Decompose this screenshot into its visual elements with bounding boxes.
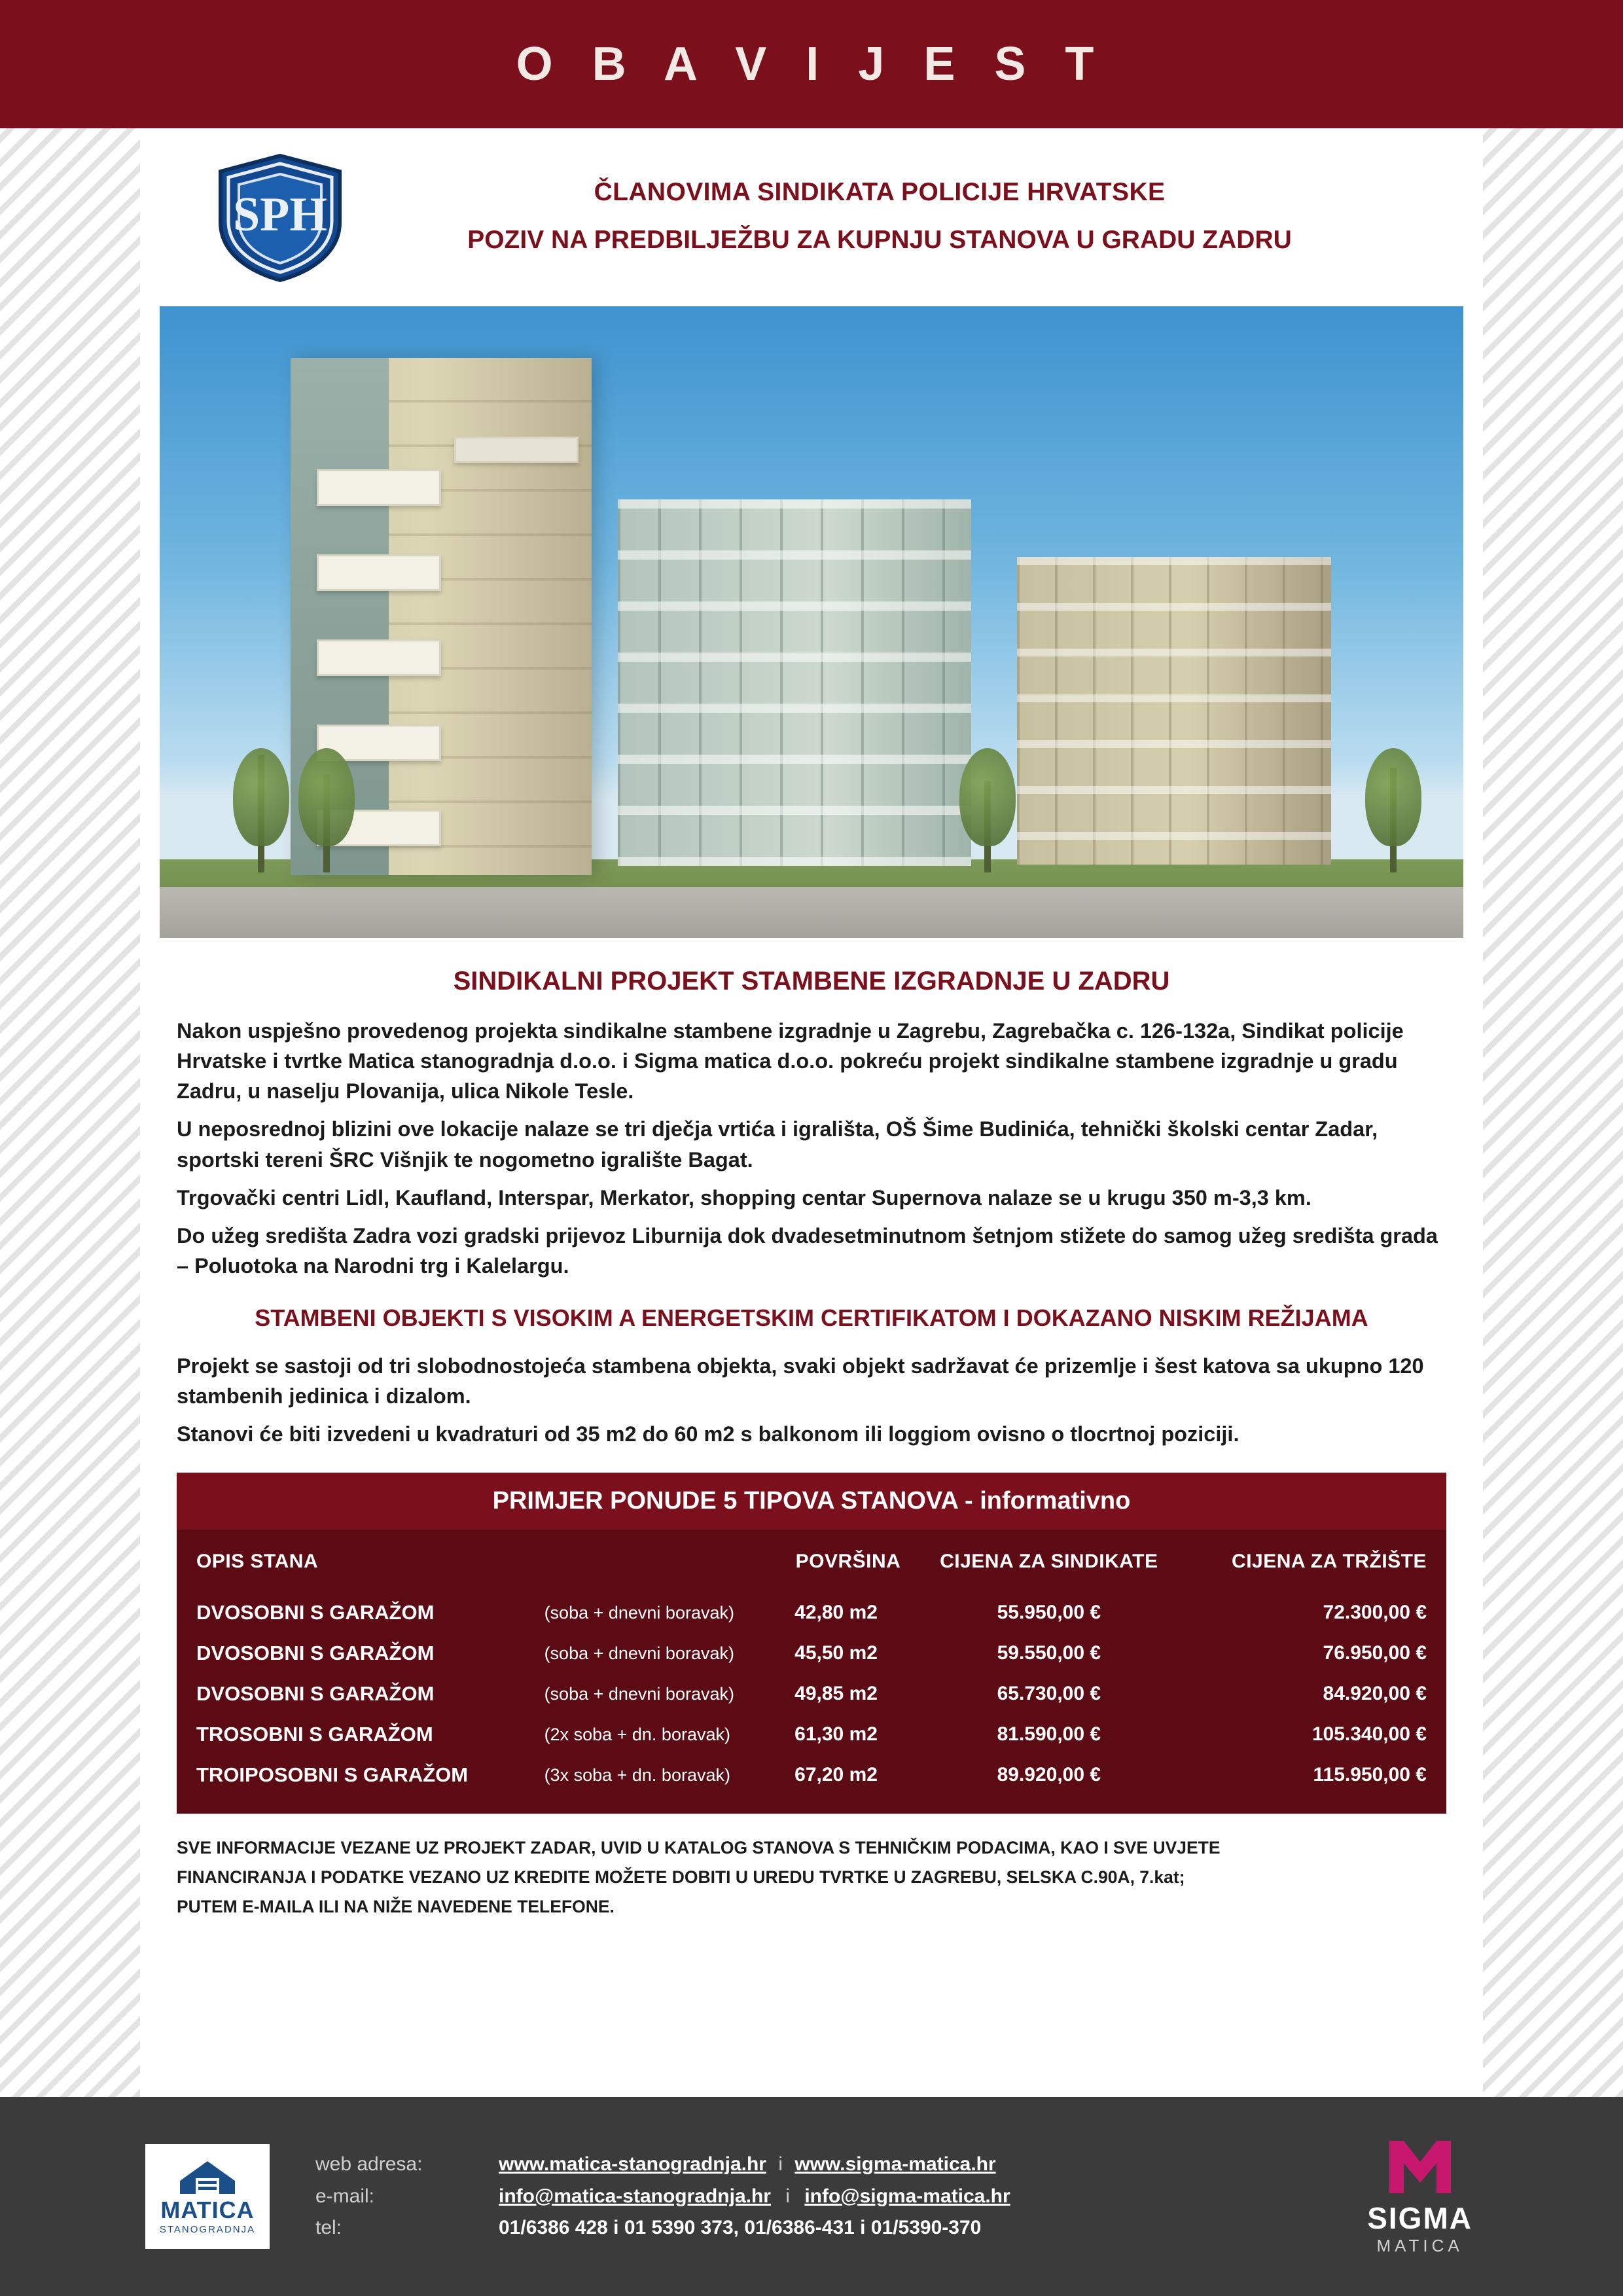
matica-logo-name: MATICA	[160, 2196, 255, 2223]
cell-area: 49,85 m2	[794, 1683, 878, 1705]
police-union-crest-icon	[199, 152, 361, 283]
cell-rooms: (soba + dnevni boravak)	[544, 1602, 734, 1623]
tree	[323, 774, 330, 872]
building-center	[618, 499, 971, 866]
cell-area: 61,30 m2	[794, 1723, 878, 1746]
footer-email-separator: i	[785, 2185, 790, 2207]
project-paragraph: Nakon uspješno provedenog projekta sindikalne stambene izgradnje u Zagrebu, Zagrebačka c. 126-132a, Sindikat policije Hrvatske i tvrtke Matica stanogradnja d.o.o. i Sigma matica d.o.o. pokreću projekt sindikalne stambene izgradnje u gradu Zadru, u naselju Plovanija, ulica Nikole Tesle.	[177, 1019, 1404, 1103]
cell-union-price: 55.950,00 €	[997, 1602, 1101, 1624]
page-header	[0, 0, 1623, 128]
cell-area: 67,20 m2	[794, 1764, 878, 1786]
offer-table-grid	[196, 1544, 1427, 1795]
footer-email-label: e-mail:	[315, 2185, 375, 2207]
svg-text:SPH: SPH	[233, 188, 327, 242]
cell-rooms: (2x soba + dn. boravak)	[544, 1724, 730, 1744]
cell-market-price: 76.950,00 €	[1323, 1642, 1427, 1664]
column-header-union-price: CIJENA ZA SINDIKATE	[940, 1551, 1158, 1573]
table-row	[196, 1755, 1427, 1795]
cell-market-price: 115.950,00 €	[1313, 1764, 1427, 1786]
column-header-area: POVRŠINA	[795, 1551, 901, 1573]
matica-mark-icon	[176, 2159, 239, 2197]
tree	[258, 755, 264, 872]
table-header-row	[196, 1544, 1427, 1592]
identity-line-1: ČLANOVIMA SINDIKATA POLICIJE HRVATSKE	[594, 178, 1166, 207]
cell-description: DVOSOBNI S GARAŽOM	[196, 1641, 435, 1665]
cell-rooms: (soba + dnevni boravak)	[544, 1683, 734, 1704]
document-sheet	[140, 128, 1483, 2097]
footer-web-link-2[interactable]: www.sigma-matica.hr	[794, 2153, 996, 2176]
footer-web-row	[315, 2149, 1010, 2181]
cell-description: DVOSOBNI S GARAŽOM	[196, 1601, 435, 1624]
cell-union-price: 81.590,00 €	[997, 1723, 1101, 1746]
cell-description: TROIPOSOBNI S GARAŽOM	[196, 1763, 469, 1787]
cell-description: TROSOBNI S GARAŽOM	[196, 1723, 433, 1746]
table-row	[196, 1714, 1427, 1755]
project-paragraph: Do užeg središta Zadra vozi gradski prijevoz Liburnija dok dvadesetminutnom šetnjom stižete do samog užeg središta grada – Poluotoka na Narodni trg i Kalelargu.	[177, 1223, 1438, 1278]
decorative-stripe-left	[0, 128, 140, 2097]
table-row	[196, 1592, 1427, 1633]
project-title: SINDIKALNI PROJEKT STAMBENE IZGRADNJE U ZADRU	[453, 967, 1170, 996]
project-body	[140, 1016, 1483, 1449]
cell-market-price: 105.340,00 €	[1311, 1723, 1427, 1746]
matica-logo	[145, 2144, 270, 2249]
cell-union-price: 59.550,00 €	[997, 1642, 1101, 1664]
cell-rooms: (soba + dnevni boravak)	[544, 1643, 734, 1663]
identity-line-2: POZIV NA PREDBILJEŽBU ZA KUPNJU STANOVA U GRADU ZADRU	[467, 226, 1292, 255]
offer-table	[177, 1473, 1446, 1814]
page-footer	[0, 2097, 1623, 2296]
page-title: O B A V I J E S T	[516, 38, 1107, 90]
tree	[1390, 768, 1397, 872]
project-paragraph: Stanovi će biti izvedeni u kvadraturi od 35 m2 do 60 m2 s balkonom ili loggiom ovisno o tlocrtnoj poziciji.	[177, 1422, 1240, 1446]
cell-rooms: (3x soba + dn. boravak)	[544, 1765, 730, 1785]
cell-market-price: 72.300,00 €	[1323, 1602, 1427, 1624]
sigma-mark-icon	[1384, 2137, 1456, 2197]
road	[160, 887, 1463, 938]
sigma-logo-sub: MATICA	[1376, 2236, 1463, 2255]
footer-contacts	[315, 2149, 1010, 2244]
column-header-market-price: CIJENA ZA TRŽIŠTE	[1232, 1551, 1427, 1573]
sigma-logo	[1367, 2137, 1472, 2256]
tree	[984, 781, 991, 872]
cell-description: DVOSOBNI S GARAŽOM	[196, 1682, 435, 1706]
footer-web-label: web adresa:	[315, 2153, 423, 2176]
cell-union-price: 65.730,00 €	[997, 1683, 1101, 1705]
sigma-logo-name: SIGMA	[1367, 2201, 1472, 2235]
footer-web-separator: i	[778, 2153, 783, 2176]
offer-table-title: PRIMJER PONUDE 5 TIPOVA STANOVA - informativno	[177, 1473, 1446, 1530]
footnote-line: PUTEM E-MAILA ILI NA NIŽE NAVEDENE TELEFONE.	[177, 1897, 615, 1917]
project-subheading: STAMBENI OBJEKTI S VISOKIM A ENERGETSKIM CERTIFIKATOM I DOKAZANO NISKIM REŽIJAMA	[255, 1304, 1368, 1332]
footer-email-row	[315, 2181, 1010, 2213]
matica-logo-sub: STANOGRADNJA	[159, 2223, 256, 2235]
footer-tel-row	[315, 2212, 1010, 2244]
footnote-line: FINANCIRANJA I PODATKE VEZANO UZ KREDITE MOŽETE DOBITI U UREDU TVRTKE U ZAGREBU, SELSKA C.90A, 7.kat;	[177, 1867, 1185, 1888]
decorative-stripe-right	[1483, 128, 1623, 2097]
cell-market-price: 84.920,00 €	[1323, 1683, 1427, 1705]
footnote	[177, 1833, 1446, 1922]
footer-tel-value: 01/6386 428 i 01 5390 373, 01/6386-431 i 01/5390-370	[499, 2217, 982, 2239]
cell-area: 42,80 m2	[794, 1602, 878, 1624]
project-paragraph: U neposrednoj blizini ove lokacije nalaze se tri dječja vrtića i igrališta, OŠ Šime Budinića, tehnički školski centar Zadar, sportski tereni ŠRC Višnjik te nogometno igralište Bagat.	[177, 1117, 1378, 1172]
identity-text	[361, 178, 1483, 257]
footer-web-link-1[interactable]: www.matica-stanogradnja.hr	[499, 2153, 766, 2176]
cell-union-price: 89.920,00 €	[997, 1764, 1101, 1786]
identity-row	[140, 128, 1483, 298]
project-paragraph: Trgovački centri Lidl, Kaufland, Interspar, Merkator, shopping centar Supernova nalaze se u krugu 350 m-3,3 km.	[177, 1185, 1311, 1210]
footer-email-link-1[interactable]: info@matica-stanogradnja.hr	[499, 2185, 771, 2207]
footer-email-link-2[interactable]: info@sigma-matica.hr	[804, 2185, 1010, 2207]
cell-area: 45,50 m2	[794, 1642, 878, 1664]
footnote-line: SVE INFORMACIJE VEZANE UZ PROJEKT ZADAR, UVID U KATALOG STANOVA S TEHNIČKIM PODACIMA, KAO I SVE UVJETE	[177, 1838, 1221, 1858]
footer-tel-label: tel:	[315, 2217, 342, 2239]
column-header-description: OPIS STANA	[196, 1551, 319, 1573]
building-right	[1017, 557, 1331, 865]
project-paragraph: Projekt se sastoji od tri slobodnostojeća stambena objekta, svaki objekt sadržavat će prizemlje i šest katova sa ukupno 120 stambenih jedinica i dizalom.	[177, 1354, 1424, 1408]
table-row	[196, 1633, 1427, 1674]
table-row	[196, 1674, 1427, 1714]
hero-image	[160, 306, 1463, 938]
